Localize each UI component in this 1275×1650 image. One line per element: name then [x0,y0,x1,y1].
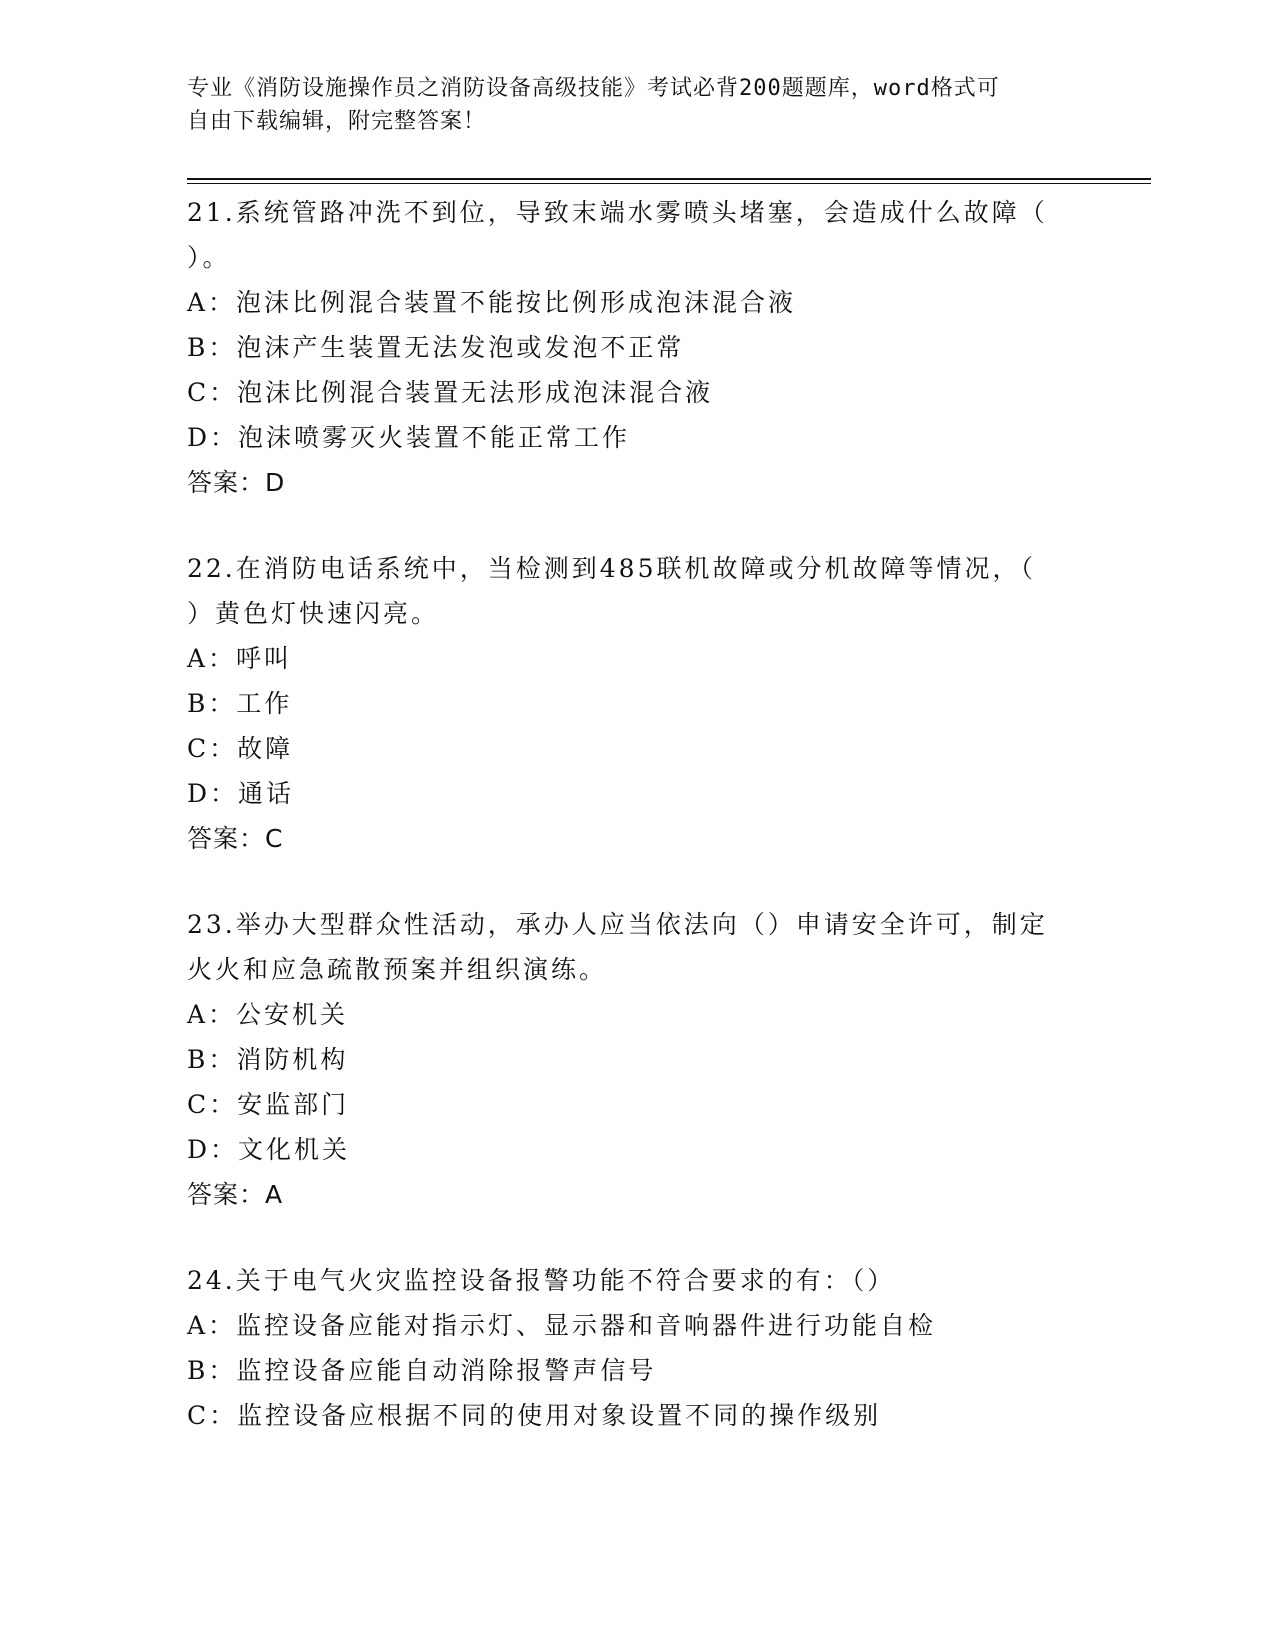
question-text-cont: ）黄色灯快速闪亮。 [187,599,440,628]
question-text: 21.系统管路冲洗不到位，导致末端水雾喷头堵塞，会造成什么故障（ [187,198,1048,227]
question-21 [187,190,1087,505]
option-b: B：消防机构 [187,1045,349,1074]
question-text-cont: 火火和应急疏散预案并组织演练。 [187,955,608,984]
header-line-2: 自由下载编辑，附完整答案！ [187,109,487,134]
question-text: 23.举办大型群众性活动，承办人应当依法向（）申请安全许可，制定 [187,910,1048,939]
option-d: D：泡沫喷雾灭火装置不能正常工作 [187,423,631,452]
header-rule [187,178,1151,180]
option-a: A：呼叫 [187,644,293,673]
option-d: D：文化机关 [187,1135,351,1164]
option-b: B：工作 [187,689,293,718]
question-22 [187,546,1087,861]
option-b: B：监控设备应能自动消除报警声信号 [187,1356,657,1385]
option-a: A：公安机关 [187,1000,349,1029]
question-text: 24.关于电气火灾监控设备报警功能不符合要求的有：（） [187,1266,896,1295]
answer: 答案：A [187,1180,284,1209]
option-c: C：故障 [187,734,294,763]
question-list [187,190,1087,1479]
option-d: D：通话 [187,779,295,808]
question-23 [187,902,1087,1217]
option-c: C：监控设备应根据不同的使用对象设置不同的操作级别 [187,1401,882,1430]
option-c: C：泡沫比例混合装置无法形成泡沫混合液 [187,378,714,407]
option-b: B：泡沫产生装置无法发泡或发泡不正常 [187,333,685,362]
answer: 答案：C [187,824,284,853]
option-a: A：泡沫比例混合装置不能按比例形成泡沫混合液 [187,288,797,317]
option-c: C：安监部门 [187,1090,350,1119]
header-rule-thin [187,183,1151,184]
question-24 [187,1258,1087,1438]
answer: 答案：D [187,468,286,497]
question-text-cont: ）。 [187,243,231,272]
document-header [187,72,1067,138]
option-a: A：监控设备应能对指示灯、显示器和音响器件进行功能自检 [187,1311,937,1340]
question-text: 22.在消防电话系统中，当检测到485联机故障或分机故障等情况，（ [187,554,1036,583]
header-line-1: 专业《消防设施操作员之消防设备高级技能》考试必背200题题库，word格式可 [187,76,1000,101]
